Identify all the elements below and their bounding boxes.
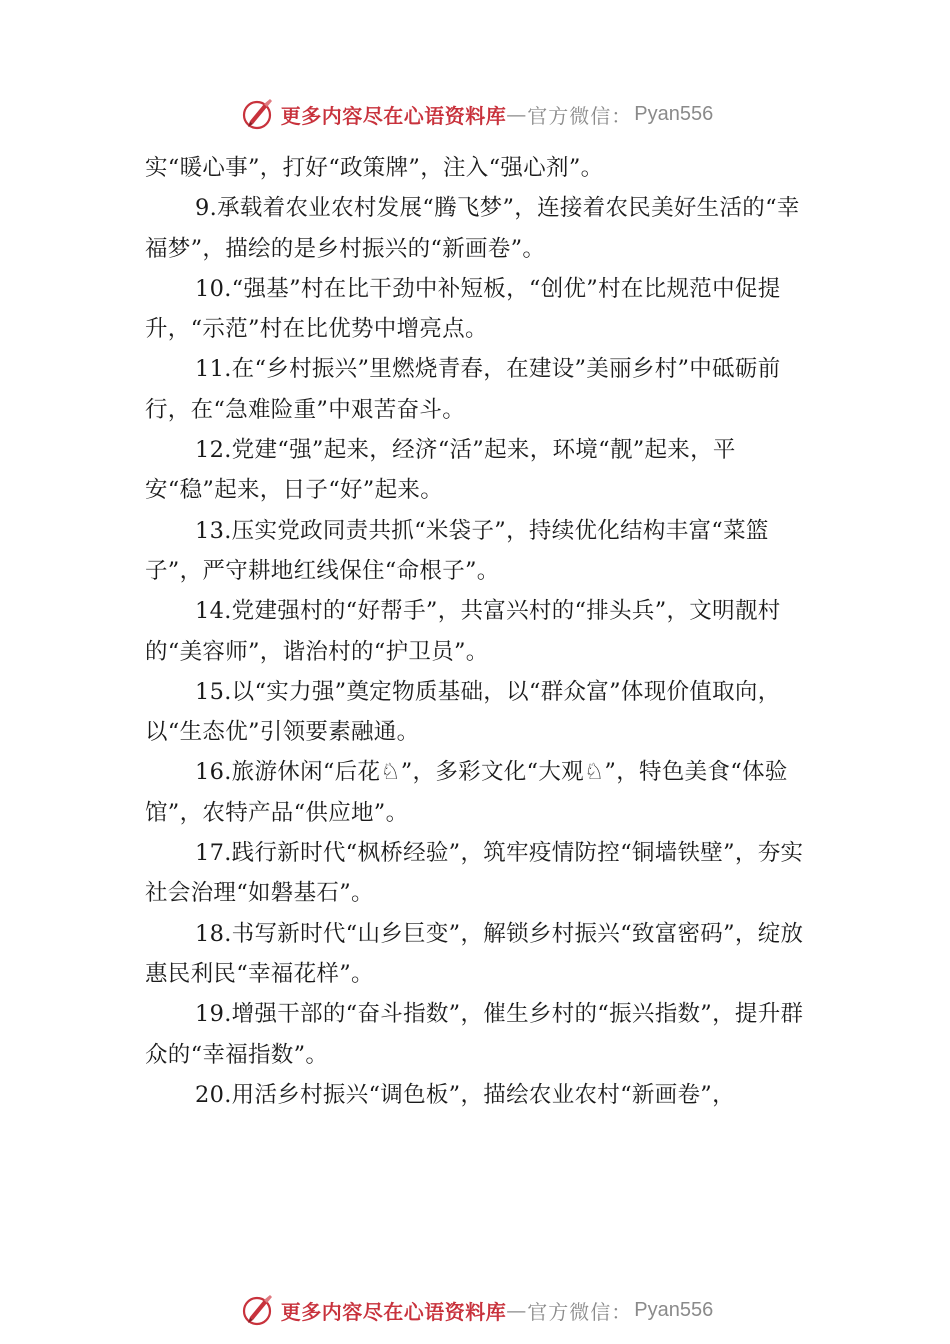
banner-library-text: 更多内容尽在心语资料库 xyxy=(280,103,507,128)
list-item: 10.“强基”村在比干劲中补短板，“创优”村在比规范中促提升，“示范”村在比优势中增亮点。 xyxy=(145,275,781,343)
list-item: 15.以“实力强”奠定物质基础，以“群众富”体现价值取向，以“生态优”引领要素融通。 xyxy=(145,678,781,746)
banner-wechat-label: 官方微信： xyxy=(527,1299,633,1324)
brand-logo-icon xyxy=(237,94,277,134)
list-item: 16.旅游休闲“后花♘”，多彩文化“大观♘”，特色美食“体验馆”，农特产品“供应地”。 xyxy=(145,759,788,826)
banner-dash: — xyxy=(506,102,528,126)
document-body xyxy=(145,148,807,1115)
list-item: 17.践行新时代“枫桥经验”，筑牢疫情防控“铜墙铁壁”，夯实社会治理“如磐基石”。 xyxy=(145,840,804,907)
list-item: 13.压实党政同责共抓“米袋子”，持续优化结构丰富“菜篮子”，严守耕地红线保住“命根子”。 xyxy=(145,517,769,584)
banner-wechat-id: Pyan556 xyxy=(634,102,714,125)
list-item: 11.在“乡村振兴”里燃烧青春，在建设”美丽乡村”中砥砺前行，在“急难险重”中艰苦奋斗。 xyxy=(145,356,781,423)
brand-logo-icon xyxy=(237,1290,277,1330)
paragraph-continuation: 实“暖心事”，打好“政策牌”，注入“强心剂”。 xyxy=(145,155,604,181)
banner-dash: — xyxy=(506,1298,528,1322)
banner-library-text: 更多内容尽在心语资料库 xyxy=(280,1299,507,1324)
footer-banner xyxy=(0,1290,950,1330)
list-item: 12.党建“强”起来，经济“活”起来，环境“靓”起来，平安“稳”起来，日子“好”起来。 xyxy=(145,437,736,504)
list-item: 20.用活乡村振兴“调色板”，描绘农业农村“新画卷”， xyxy=(195,1081,735,1108)
banner-wechat-label: 官方微信： xyxy=(527,103,633,128)
list-item: 14.党建强村的“好帮手”，共富兴村的“排头兵”，文明靓村的“美容师”，谐治村的“护卫员”。 xyxy=(145,598,781,665)
list-item: 18.书写新时代“山乡巨变”，解锁乡村振兴“致富密码”，绽放惠民利民“幸福花样”。 xyxy=(145,920,804,987)
banner-wechat-id: Pyan556 xyxy=(634,1298,714,1321)
header-banner xyxy=(0,94,950,134)
list-item: 19.增强干部的“奋斗指数”，催生乡村的“振兴指数”，提升群众的“幸福指数”。 xyxy=(145,1001,804,1068)
list-item: 9.承载着农业农村发展“腾飞梦”，连接着农民美好生活的“幸福梦”，描绘的是乡村振兴的“新画卷”。 xyxy=(145,195,800,262)
